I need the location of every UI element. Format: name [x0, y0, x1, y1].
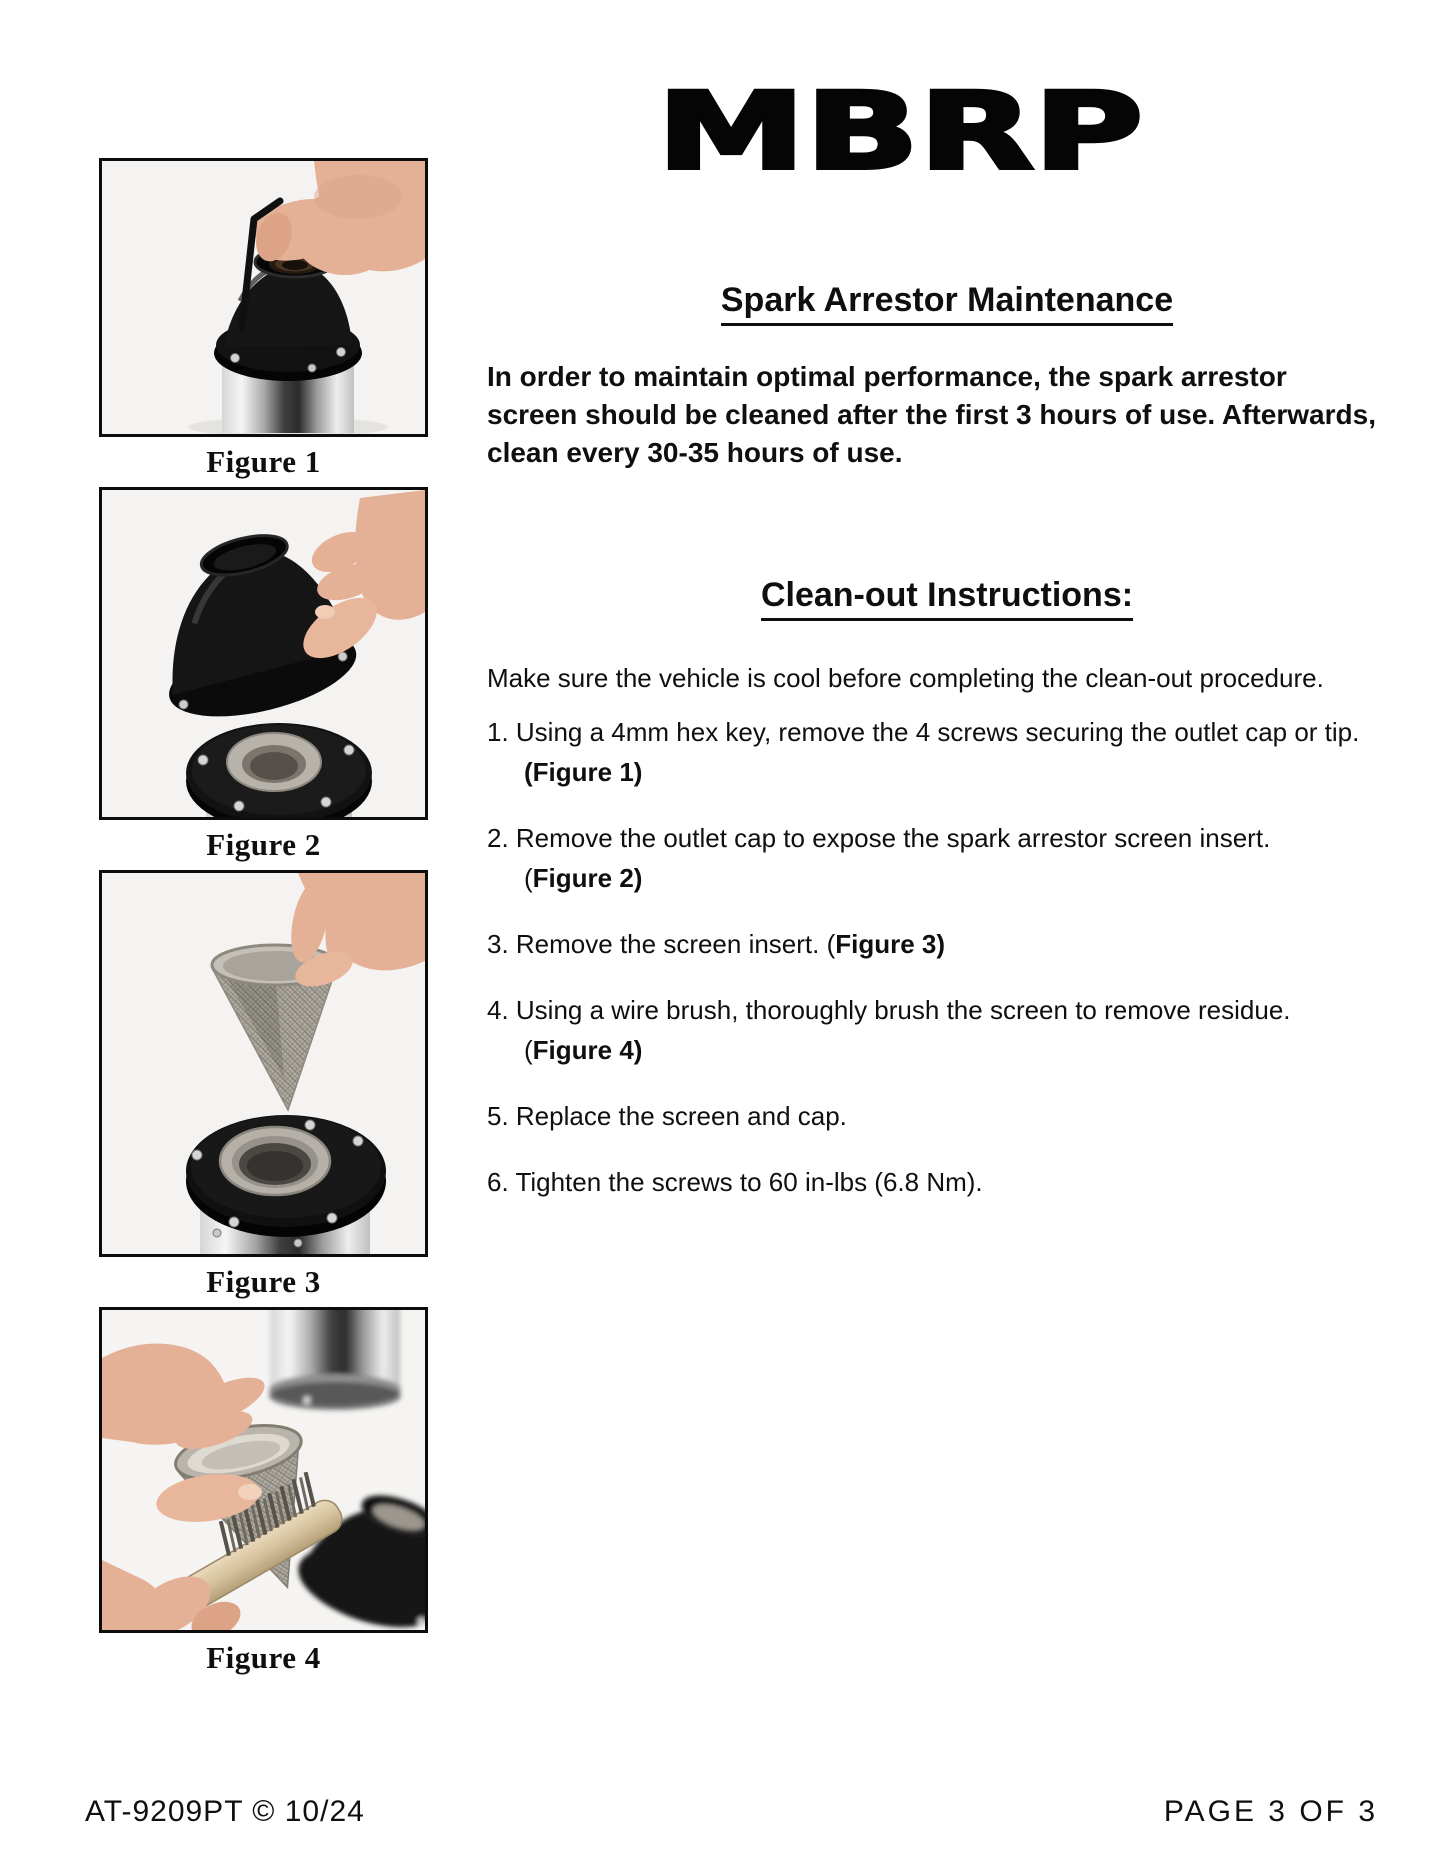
figure-1-photo	[99, 158, 428, 437]
instruction-line	[487, 924, 1427, 964]
mbrp-logo	[650, 76, 1150, 182]
footer-page-number: PAGE 3 OF 3	[1163, 1795, 1378, 1828]
instruction-line	[487, 818, 1427, 858]
figure-4-block	[99, 1307, 428, 1676]
mbrp-logo-icon	[650, 76, 1150, 182]
step-text: 6. Tighten the screws to 60 in-lbs (6.8 Nm).	[487, 1167, 983, 1197]
steps-list	[487, 712, 1427, 1228]
cleanout-heading: Clean-out Instructions:	[761, 576, 1133, 621]
step-text: (	[524, 1035, 533, 1065]
figure-reference: Figure 4)	[532, 1035, 643, 1065]
instruction-step	[487, 1096, 1427, 1136]
figure-3-illustration	[102, 873, 425, 1254]
instruction-step	[487, 1162, 1427, 1202]
figure-4-caption: Figure 4	[206, 1640, 321, 1675]
instruction-step	[487, 818, 1427, 898]
page-title-row	[487, 281, 1407, 326]
figure-3-caption: Figure 3	[206, 1264, 321, 1299]
step-text: 1. Using a 4mm hex key, remove the 4 screws securing the outlet cap or tip.	[487, 717, 1360, 747]
page-title: Spark Arrestor Maintenance	[721, 281, 1173, 326]
figure-4-illustration	[102, 1310, 425, 1630]
figure-reference: (Figure 1)	[524, 757, 643, 787]
step-text: (	[524, 863, 533, 893]
figure-reference: Figure 3)	[835, 929, 946, 959]
figure-2-photo	[99, 487, 428, 820]
figure-3-photo	[99, 870, 428, 1257]
instruction-line	[487, 990, 1427, 1030]
step-text: 3. Remove the screen insert. (	[487, 929, 836, 959]
instruction-line	[487, 712, 1427, 752]
instruction-step	[487, 712, 1427, 792]
cleanout-heading-row	[487, 576, 1407, 621]
instruction-line	[487, 858, 1427, 898]
cleanout-note: Make sure the vehicle is cool before completing the clean-out procedure.	[487, 663, 1324, 693]
instruction-step	[487, 990, 1427, 1070]
instruction-line	[487, 752, 1427, 792]
intro-line: In order to maintain optimal performance, the spark arrestor	[487, 361, 1287, 392]
instruction-line	[487, 1096, 1427, 1136]
figure-3-block	[99, 870, 428, 1300]
figure-1-caption: Figure 1	[206, 444, 321, 479]
footer-part-number: AT-9209PT © 10/24	[85, 1795, 365, 1828]
figure-reference: Figure 2)	[532, 863, 643, 893]
instruction-step	[487, 924, 1427, 964]
figure-2-block	[99, 487, 428, 863]
figure-2-illustration	[102, 490, 425, 817]
intro-line: screen should be cleaned after the first 3 hours of use. Afterwards,	[487, 399, 1376, 430]
instruction-line	[487, 1030, 1427, 1070]
figure-1-block	[99, 158, 428, 480]
mbrp-logo-text: MBRP	[657, 76, 1143, 182]
figure-4-photo	[99, 1307, 428, 1633]
instruction-line	[487, 1162, 1427, 1202]
intro-paragraph	[487, 358, 1427, 472]
step-text: 4. Using a wire brush, thoroughly brush the screen to remove residue.	[487, 995, 1291, 1025]
intro-line: clean every 30-35 hours of use.	[487, 437, 903, 468]
step-text: 5. Replace the screen and cap.	[487, 1101, 847, 1131]
figure-1-illustration	[102, 161, 425, 434]
step-text: 2. Remove the outlet cap to expose the spark arrestor screen insert.	[487, 823, 1271, 853]
figure-2-caption: Figure 2	[206, 827, 321, 862]
